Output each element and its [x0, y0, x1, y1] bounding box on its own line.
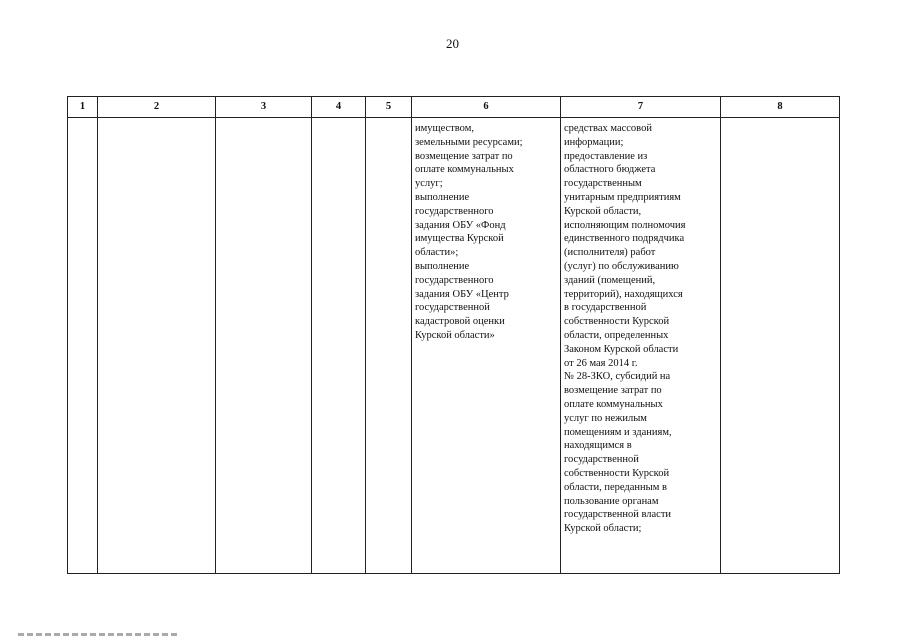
- column-header-1: 1: [68, 97, 98, 118]
- cell-text-line: государственного: [415, 205, 494, 217]
- cell-text-line: № 28-ЗКО, субсидий на: [564, 371, 671, 383]
- cell-text-line: государственной власти: [564, 509, 672, 521]
- cell-text-line: имущества Курской: [415, 233, 504, 245]
- cell-text-line: помещениям и зданиям,: [564, 426, 672, 438]
- cell-col-1: [68, 118, 98, 574]
- column-header-3: 3: [216, 97, 312, 118]
- cell-text-line: земельными ресурсами;: [415, 136, 523, 148]
- cell-text-line: государственной: [415, 302, 490, 314]
- column-header-2: 2: [98, 97, 216, 118]
- cell-text-line: территорий), находящихся: [564, 288, 683, 300]
- cell-text-line: средствах массовой: [564, 123, 652, 134]
- cell-text-line: государственным: [564, 178, 642, 190]
- column-header-8: 8: [721, 97, 840, 118]
- page-number: 20: [446, 36, 459, 51]
- cell-col-7-text: [564, 122, 717, 536]
- cell-col-8: [721, 118, 840, 574]
- cell-text-line: пользование органам: [564, 495, 659, 507]
- column-header-4: 4: [312, 97, 366, 118]
- cell-text-line: (исполнителя) работ: [564, 247, 656, 259]
- cell-text-line: кадастровой оценки: [415, 316, 505, 328]
- cell-text-line: государственного: [415, 274, 494, 286]
- cell-text-line: областного бюджета: [564, 164, 656, 176]
- cell-col-2: [98, 118, 216, 574]
- cell-text-line: государственной: [564, 454, 639, 466]
- cell-text-line: области, определенных: [564, 329, 669, 341]
- cell-text-line: услуг по нежилым: [564, 412, 647, 424]
- cell-text-line: от 26 мая 2014 г.: [564, 357, 638, 369]
- cell-text-line: выполнение: [415, 260, 470, 272]
- cell-text-line: в государственной: [564, 302, 647, 314]
- table-header-row: [68, 97, 840, 118]
- cell-text-line: находящимся в: [564, 440, 632, 452]
- cell-text-line: возмещение затрат по: [415, 150, 513, 162]
- cell-text-line: задания ОБУ «Центр: [415, 288, 509, 300]
- document-table: [67, 96, 840, 574]
- cell-col-4: [312, 118, 366, 574]
- cell-text-line: задания ОБУ «Фонд: [415, 219, 506, 231]
- cell-text-line: зданий (помещений,: [564, 274, 656, 286]
- cell-text-line: собственности Курской: [564, 467, 670, 479]
- cell-text-line: выполнение: [415, 191, 470, 203]
- cell-text-line: предоставление из: [564, 150, 648, 162]
- cell-text-line: единственного подрядчика: [564, 233, 685, 245]
- cell-col-6: [412, 118, 561, 574]
- column-header-6: 6: [412, 97, 561, 118]
- cell-text-line: исполняющим полномочия: [564, 219, 686, 231]
- column-header-7: 7: [561, 97, 721, 118]
- table-row: [68, 118, 840, 574]
- cell-text-line: области»;: [415, 247, 459, 259]
- cell-text-line: Законом Курской области: [564, 343, 679, 355]
- cell-text-line: имуществом,: [415, 123, 474, 134]
- cell-text-line: Курской области,: [564, 205, 642, 217]
- column-header-5: 5: [366, 97, 412, 118]
- cell-text-line: Курской области;: [564, 523, 642, 535]
- scan-artifact: [18, 633, 178, 636]
- cell-col-3: [216, 118, 312, 574]
- cell-text-line: возмещение затрат по: [564, 385, 662, 397]
- cell-col-6-text: [415, 122, 557, 343]
- cell-col-5: [366, 118, 412, 574]
- cell-col-7: [561, 118, 721, 574]
- cell-text-line: собственности Курской: [564, 316, 670, 328]
- cell-text-line: услуг;: [415, 178, 443, 190]
- cell-text-line: информации;: [564, 136, 624, 148]
- cell-text-line: оплате коммунальных: [564, 398, 663, 410]
- cell-text-line: области, переданным в: [564, 481, 667, 493]
- cell-text-line: унитарным предприятиям: [564, 191, 681, 203]
- cell-text-line: Курской области»: [415, 329, 495, 341]
- cell-text-line: оплате коммунальных: [415, 164, 514, 176]
- cell-text-line: (услуг) по обслуживанию: [564, 260, 679, 272]
